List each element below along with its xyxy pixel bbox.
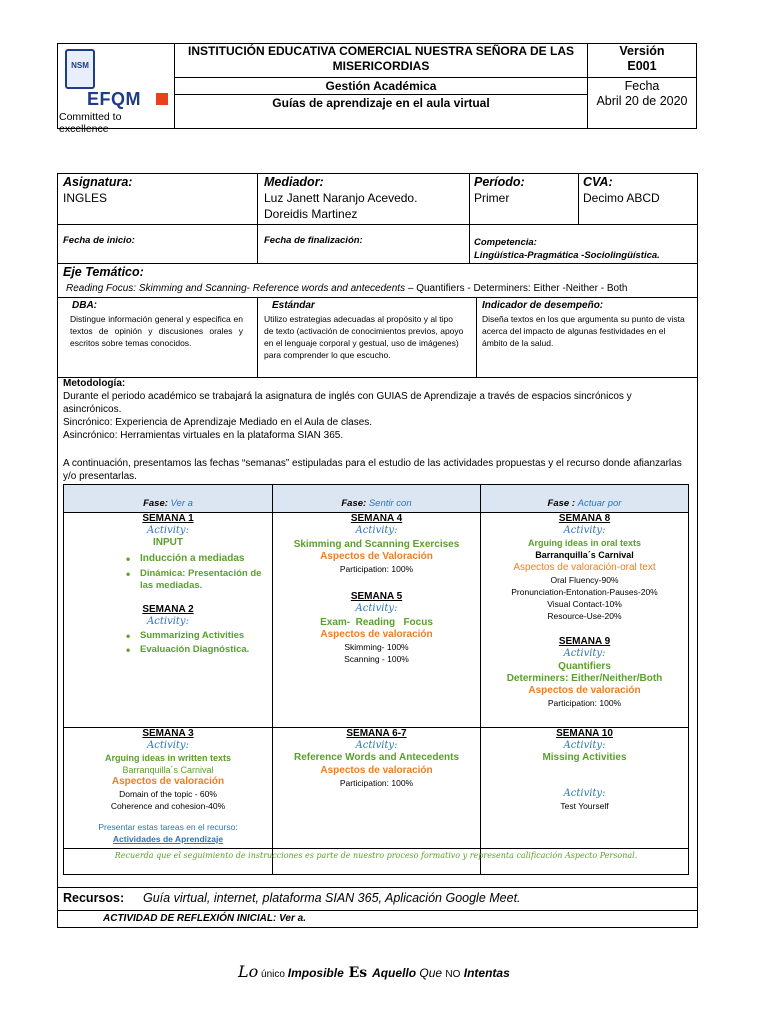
resources-label: Recursos: [63,891,125,905]
week-6-7-activity: Activity: [355,740,398,751]
logo-text: EFQM [87,89,141,109]
logo-square-icon [156,93,168,105]
week-3-title: SEMANA 3 [142,728,194,739]
week-3-aspects: Aspectos de valoración [111,776,225,787]
week-10-activity-2: Activity: [563,788,606,799]
week-2-title: SEMANA 2 [142,604,194,615]
list-item: • Evaluación Diagnóstica. [140,644,268,656]
reflection-activity: ACTIVIDAD DE REFLEXIÓN INICIAL: Ver a. [103,913,306,924]
motto-c: Imposible [287,966,344,980]
motto-f: Que [416,966,446,980]
week-5-aspects: Aspectos de valoración [320,629,433,640]
week-10-name: Missing Activities [542,752,627,763]
motto [238,962,558,981]
period-value: Primer [474,191,510,205]
list-item: • Inducción a mediadas [140,553,268,565]
week-4-cell [273,513,480,575]
standard-text: Utilizo estrategias adecuadas al propósito y al tipo de texto (activación de conocimientos previos, apoyo en el lenguaje corporal y gestual, uso de imágenes) para comprender lo que escucho. [264,314,464,360]
week-9-title: SEMANA 9 [558,636,611,647]
week-4-activity: Activity: [355,525,398,536]
version-label: Versión [619,44,665,58]
week-8-aspects: Aspectos de valoración-oral text [513,562,656,573]
phase-2: Fase: Sentir con [341,498,412,509]
version-value: E001 [627,59,657,73]
theme-rest: – Quantifiers - Determiners: Either -Neither - Both [405,283,628,294]
week-5-name: Exam- Reading Focus [320,617,433,628]
week-8-title: SEMANA 8 [558,513,611,524]
logo-badge [65,49,95,89]
indicator-label: Indicador de desempeño: [482,300,604,311]
standard-label: Estándar [272,300,315,311]
theme-label: Eje Temático: [63,265,144,279]
week-4-name: Skimming and Scanning Exercises [293,539,460,550]
week-8-criteria-1: Oral Fluency-90% [550,575,619,585]
week-8-criteria-4: Resource-Use-20% [547,611,622,621]
logo-tagline: Committed to excellence [59,111,122,135]
week-8-sub: Barranquilla´s Carnival [535,550,634,560]
week-10-cell [481,728,688,812]
motto-a: Lo [238,962,259,981]
cva-value: Decimo ABCD [583,191,660,205]
dba-label: DBA: [72,300,97,311]
institution-name: INSTITUCIÓN EDUCATIVA COMERCIAL NUESTRA SEÑORA DE LAS MISERICORDIAS [187,44,574,73]
phase-1: Fase: Ver a [143,498,193,509]
week-10-activity: Activity: [563,740,606,751]
motto-d: Es [343,965,373,981]
guide-title: Guías de aprendizaje en el aula virtual [272,96,490,110]
list-item: • Summarizing Activities [140,630,268,642]
end-date-label: Fecha de finalización: [264,235,363,246]
date-value: Abril 20 de 2020 [596,94,688,108]
week-1-title: SEMANA 1 [142,513,194,524]
week-1-list [118,553,268,594]
cva-label: CVA: [583,175,613,189]
week-9-cell [481,636,688,709]
start-date-label: Fecha de inicio: [63,235,135,246]
week-5-title: SEMANA 5 [350,591,403,602]
department: Gestión Académica [325,79,437,93]
week-8-criteria-3: Visual Contact-10% [547,599,622,609]
reminder-note: Recuerda que el seguimiento de instrucciones es parte de nuestro proceso formativo y representa calificación Aspecto Personal. [114,851,638,860]
week-3-name: Arguing ideas in written texts [104,753,232,763]
week-3-criteria-1: Domain of the topic - 60% [119,789,217,799]
week-8-name: Arguing ideas in oral texts [527,538,642,548]
subject-value: INGLES [63,191,108,205]
week-8-cell [481,513,688,622]
week-3-sub: Barranquilla´s Carnival [122,765,214,775]
resources-value: Guía virtual, internet, plataforma SIAN 365, Aplicación Google Meet. [143,891,521,905]
week-3-activity: Activity: [147,740,189,751]
week-4-title: SEMANA 4 [350,513,403,524]
week-10-extra: Test Yourself [560,801,609,811]
period-label: Período: [474,175,525,189]
week-6-7-title: SEMANA 6-7 [346,728,407,739]
subject-label: Asignatura: [63,175,133,189]
competence-value: Lingüística-Pragmática -Sociolingüística. [474,250,660,261]
mediator-label: Mediador: [264,175,324,189]
competence-label: Competencia: [474,237,537,248]
methodology-label: Metodología: [63,378,126,389]
motto-h: Intentas [460,966,510,980]
mediator-1: Luz Janett Naranjo Acevedo. [264,191,418,205]
theme-text [66,283,627,294]
motto-b: único [258,969,288,980]
methodology-p3: Asincrónico: Herramientas virtuales en la plataforma SIAN 365. [63,430,344,441]
week-8-activity: Activity: [563,525,606,536]
week-2-list [118,630,268,658]
week-9-criteria: Participation: 100% [547,698,622,708]
methodology-p1: Durante el periodo académico se trabajará la asignatura de inglés con GUIAS de Aprendizaje a través de espacios sincrónicos y asincrónicos. [63,391,632,415]
week-1-activity: Activity: [147,525,189,536]
phase-3: Fase : Actuar por [547,498,622,509]
theme-focus: Reading Focus: Skimming and Scanning- Reference words and antecedents [66,283,406,294]
logo-badge-text: NSM [71,61,89,70]
logo-cell [57,43,175,135]
week-2-cell [64,604,272,628]
week-3-cell [64,728,272,845]
week-6-7-name: Reference Words and Antecedents [293,752,460,763]
motto-g: NO [445,969,461,980]
dba-text: Distingue información general y especifica en textos de opinión y discusiones orales y escritos sobre temas conocidos. [70,314,243,348]
week-6-7-criteria: Participation: 100% [339,778,414,788]
week-8-criteria-2: Pronunciation-Entonation-Pauses-20% [511,587,658,597]
week-1-name: INPUT [153,537,183,548]
week-9-name-2: Determiners: Either/Neither/Both [506,673,663,684]
methodology-p4: A continuación, presentamos las fechas “semanas” estipuladas para el estudio de las actividades propuestas y el recurso donde afianzarlas y/o presentarlas. [63,458,682,482]
week-3-resource: Actividades de Aprendizaje [112,834,224,844]
week-9-activity: Activity: [563,648,606,659]
mediator-2: Doreidis Martinez [264,207,358,221]
list-item: • Dinámica: Presentación de las mediadas. [140,568,268,592]
week-3-criteria-2: Coherence and cohesion-40% [110,801,226,811]
motto-e: Aquello [372,966,417,980]
week-5-criteria-1: Skimming- 100% [344,642,409,652]
week-4-criteria: Participation: 100% [339,564,414,574]
week-6-7-aspects: Aspectos de valoración [320,765,433,776]
week-9-name: Quantifiers [558,661,611,672]
week-5-criteria-2: Scanning - 100% [344,654,409,664]
indicator-text: Diseña textos en los que argumenta su punto de vista acerca del impacto de algunas festividades en el ámbito de la salud. [482,314,685,348]
week-10-title: SEMANA 10 [556,728,613,739]
week-4-aspects: Aspectos de Valoración [320,551,433,562]
week-2-activity: Activity: [147,616,189,627]
week-5-cell [273,591,480,665]
week-3-note: Presentar estas tareas en el recurso: [98,822,238,832]
methodology-p2: Sincrónico: Experiencia de Aprendizaje Mediado en el Aula de clases. [63,417,373,428]
week-6-7-cell [273,728,480,789]
week-5-activity: Activity: [355,603,398,614]
week-1-cell [64,513,272,549]
date-label: Fecha [624,79,660,93]
week-9-aspects: Aspectos de valoración [528,685,641,696]
